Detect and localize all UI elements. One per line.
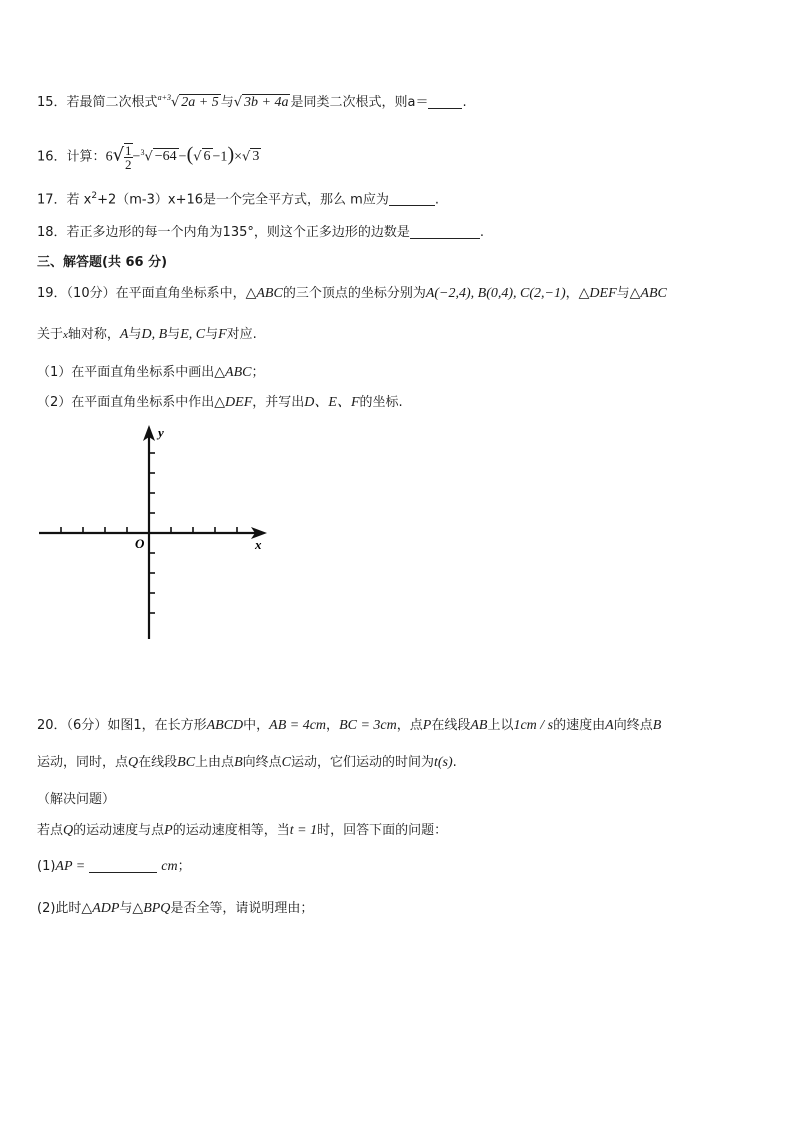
q20-rect-abcd: ABCD bbox=[206, 718, 244, 733]
question-19-sub-2 bbox=[37, 393, 403, 413]
question-19-line-2 bbox=[37, 325, 257, 345]
q19-and-1: 与 bbox=[128, 327, 142, 342]
q16-paren-close: ) bbox=[227, 143, 235, 166]
q20-text-14: 若点 bbox=[37, 823, 64, 838]
question-18 bbox=[37, 223, 484, 243]
q19-sub2-triangle: △DEF bbox=[214, 395, 253, 410]
question-17 bbox=[37, 186, 439, 210]
q19-x-var: x bbox=[63, 329, 68, 341]
q19-sub1-triangle: △ABC bbox=[214, 365, 252, 380]
question-20-line-1 bbox=[37, 716, 661, 736]
q19-point-f: F bbox=[218, 327, 227, 342]
q19-sub2-points: D、E、F bbox=[304, 395, 360, 410]
q16-minus-2: − bbox=[178, 149, 187, 165]
q18-number: 18． bbox=[37, 225, 67, 240]
q18-text: 若正多边形的每一个内角为135°，则这个正多边形的边数是 bbox=[66, 225, 410, 240]
question-20-sub-1 bbox=[37, 857, 191, 877]
q19-point-a: A bbox=[119, 327, 129, 342]
q16-sqrt6-radicand: 6 bbox=[203, 149, 211, 165]
q20-ap-unit: cm bbox=[161, 859, 178, 874]
q15-radicand-2: 3b + 4a bbox=[244, 95, 289, 110]
q20-text-7: 向终点 bbox=[613, 718, 653, 733]
q19-triangle-abc-2: △ABC bbox=[629, 286, 667, 301]
q19-and-2: 与 bbox=[167, 327, 181, 342]
q16-cube-index: 3 bbox=[140, 148, 145, 157]
q20-point-p: P bbox=[422, 718, 432, 733]
q19-sub2-text: （2）在平面直角坐标系中作出 bbox=[37, 395, 215, 410]
q20-time-var: t(s) bbox=[434, 755, 453, 770]
q17-end: . bbox=[434, 192, 439, 208]
q20-text-15: 的运动速度与点 bbox=[73, 823, 165, 838]
q19-sub1-text: （1）在平面直角坐标系中画出 bbox=[37, 365, 215, 380]
q15-root-index: a+3 bbox=[157, 93, 171, 102]
q20-point-q: Q bbox=[128, 755, 139, 770]
q20-text-4: 在线段 bbox=[431, 718, 471, 733]
coordinate-axes-figure bbox=[37, 423, 277, 643]
q16-coefficient: 6 bbox=[105, 149, 113, 165]
q16-sqrt3-sign: √ bbox=[242, 149, 251, 165]
q20-sep: ， bbox=[326, 718, 340, 733]
q16-minus-1: − bbox=[132, 149, 141, 165]
q20-segment-ab: AB bbox=[470, 718, 488, 733]
y-axis-label: y bbox=[158, 425, 164, 440]
q19-text-2: 的三个顶点的坐标分别为 bbox=[282, 286, 426, 301]
q19-triangle-def: △DEF bbox=[578, 286, 617, 301]
q20-segment-bc: BC bbox=[177, 755, 196, 770]
q16-label: 计算： bbox=[66, 149, 106, 165]
q16-sqrt6-sign: √ bbox=[193, 149, 202, 165]
q20-text-16: 的运动速度相等，当 bbox=[172, 823, 290, 838]
q15-radical-sign: √ bbox=[170, 95, 180, 110]
q19-comma: ， bbox=[565, 286, 579, 301]
x-axis-label: x bbox=[255, 537, 262, 552]
q20-triangle-adp: △ADP bbox=[81, 901, 120, 916]
q17-number: 17． bbox=[37, 192, 67, 208]
q17-text-1: 若 x bbox=[66, 192, 92, 208]
q19-sub1-end: ； bbox=[251, 365, 265, 380]
q19-and-3: 与 bbox=[205, 327, 219, 342]
q20-text-5: 上以 bbox=[487, 718, 514, 733]
q15-radicand-1: 2a + 5 bbox=[181, 95, 219, 110]
q20-t-equals-1: t = 1 bbox=[289, 823, 318, 838]
q19-text-6: 对应. bbox=[226, 327, 257, 342]
q15-text-3: 是同类二次根式，则a＝ bbox=[290, 95, 429, 110]
q20-sub2-text: (2)此时 bbox=[37, 901, 82, 916]
q20-triangle-bpq: △BPQ bbox=[132, 901, 171, 916]
q20-point-q-2: Q bbox=[63, 823, 74, 838]
q20-sub1-number: (1) bbox=[37, 859, 56, 874]
question-20-solve-heading: （解决问题） bbox=[37, 792, 116, 807]
q20-sub2-end: 是否全等，请说明理由； bbox=[170, 901, 314, 916]
q20-point-b: B bbox=[652, 718, 662, 733]
question-19-sub-1 bbox=[37, 363, 265, 383]
question-20-line-2 bbox=[37, 753, 457, 773]
q17-exponent: 2 bbox=[91, 191, 98, 201]
q20-text-6: 的速度由 bbox=[553, 718, 606, 733]
q16-number: 16． bbox=[37, 149, 67, 165]
q15-number: 15． bbox=[37, 95, 67, 110]
q20-text-11: 向终点 bbox=[242, 755, 282, 770]
q16-fraction bbox=[124, 143, 133, 171]
q16-fraction-denominator: 2 bbox=[125, 156, 132, 172]
q15-radical-sign-2: √ bbox=[233, 95, 243, 110]
question-15 bbox=[37, 88, 467, 113]
question-16 bbox=[37, 138, 261, 172]
q16-cube-radical-sign: √ bbox=[144, 149, 153, 165]
q16-times: × bbox=[234, 149, 243, 165]
q20-point-c: C bbox=[281, 755, 291, 770]
q20-text-12: 运动，它们运动的时间为 bbox=[290, 755, 434, 770]
q19-text-3: 与 bbox=[616, 286, 630, 301]
question-19-line-1 bbox=[37, 284, 667, 304]
question-20-sub-2 bbox=[37, 899, 313, 919]
q19-points-ec: E, C bbox=[180, 327, 206, 342]
q15-end: . bbox=[462, 95, 467, 110]
q20-text-3: ，点 bbox=[396, 718, 423, 733]
q18-end: . bbox=[479, 225, 485, 240]
q20-text-13: . bbox=[452, 755, 457, 770]
q20-text-10: 上由点 bbox=[195, 755, 235, 770]
q20-speed: 1cm / s bbox=[513, 718, 554, 733]
q20-point-b-2: B bbox=[234, 755, 243, 770]
q20-point-a: A bbox=[605, 718, 614, 733]
q20-text-9: 在线段 bbox=[138, 755, 178, 770]
q19-triangle-abc: △ABC bbox=[245, 286, 283, 301]
q20-text-17: 时，回答下面的问题： bbox=[317, 823, 448, 838]
q20-bc-length: BC = 3cm bbox=[339, 718, 397, 733]
q15-text-2: 与 bbox=[220, 95, 234, 110]
q20-sub1-end: ； bbox=[177, 859, 191, 874]
q19-text-1: 19．（10分）在平面直角坐标系中， bbox=[37, 286, 246, 301]
q20-ab-length: AB = 4cm bbox=[269, 718, 327, 733]
q16-sqrt3-radicand: 3 bbox=[252, 149, 260, 165]
q19-text-4: 关于 bbox=[37, 327, 64, 342]
origin-label: O bbox=[135, 536, 145, 551]
q19-sub2-text-2: ，并写出 bbox=[252, 395, 305, 410]
q19-text-5: 轴对称， bbox=[67, 327, 120, 342]
q20-sub2-and: 与 bbox=[119, 901, 133, 916]
q19-coordinates: A(−2,4), B(0,4), C(2,−1) bbox=[425, 286, 566, 301]
q16-cube-radicand: −64 bbox=[154, 149, 177, 165]
q16-fraction-numerator: 1 bbox=[125, 142, 132, 158]
q19-sub2-end: 的坐标. bbox=[359, 395, 403, 410]
q17-text-2: +2（m-3）x+16是一个完全平方式，那么 m应为 bbox=[97, 192, 389, 208]
q16-radical-sign: √ bbox=[112, 144, 125, 166]
q20-ap-answer-blank[interactable] bbox=[89, 858, 157, 873]
q20-text-8: 运动，同时，点 bbox=[37, 755, 129, 770]
q20-point-p-2: P bbox=[164, 823, 173, 838]
q19-points-db: D, B bbox=[141, 327, 168, 342]
q16-paren-open: ( bbox=[186, 143, 194, 166]
q20-text-2: 中， bbox=[243, 718, 270, 733]
q20-text-1: 20．（6分）如图1，在长方形 bbox=[37, 718, 207, 733]
section-3-heading: 三、解答题(共 66 分) bbox=[37, 255, 168, 270]
q16-minus-one: −1 bbox=[212, 149, 228, 165]
q15-text-1: 若最简二次根式 bbox=[66, 95, 158, 110]
q17-answer-blank[interactable] bbox=[389, 191, 435, 206]
q18-answer-blank[interactable] bbox=[410, 224, 480, 239]
q20-ap-label: AP = bbox=[55, 859, 86, 874]
question-20-line-4 bbox=[37, 821, 447, 841]
q15-answer-blank[interactable] bbox=[428, 94, 462, 109]
